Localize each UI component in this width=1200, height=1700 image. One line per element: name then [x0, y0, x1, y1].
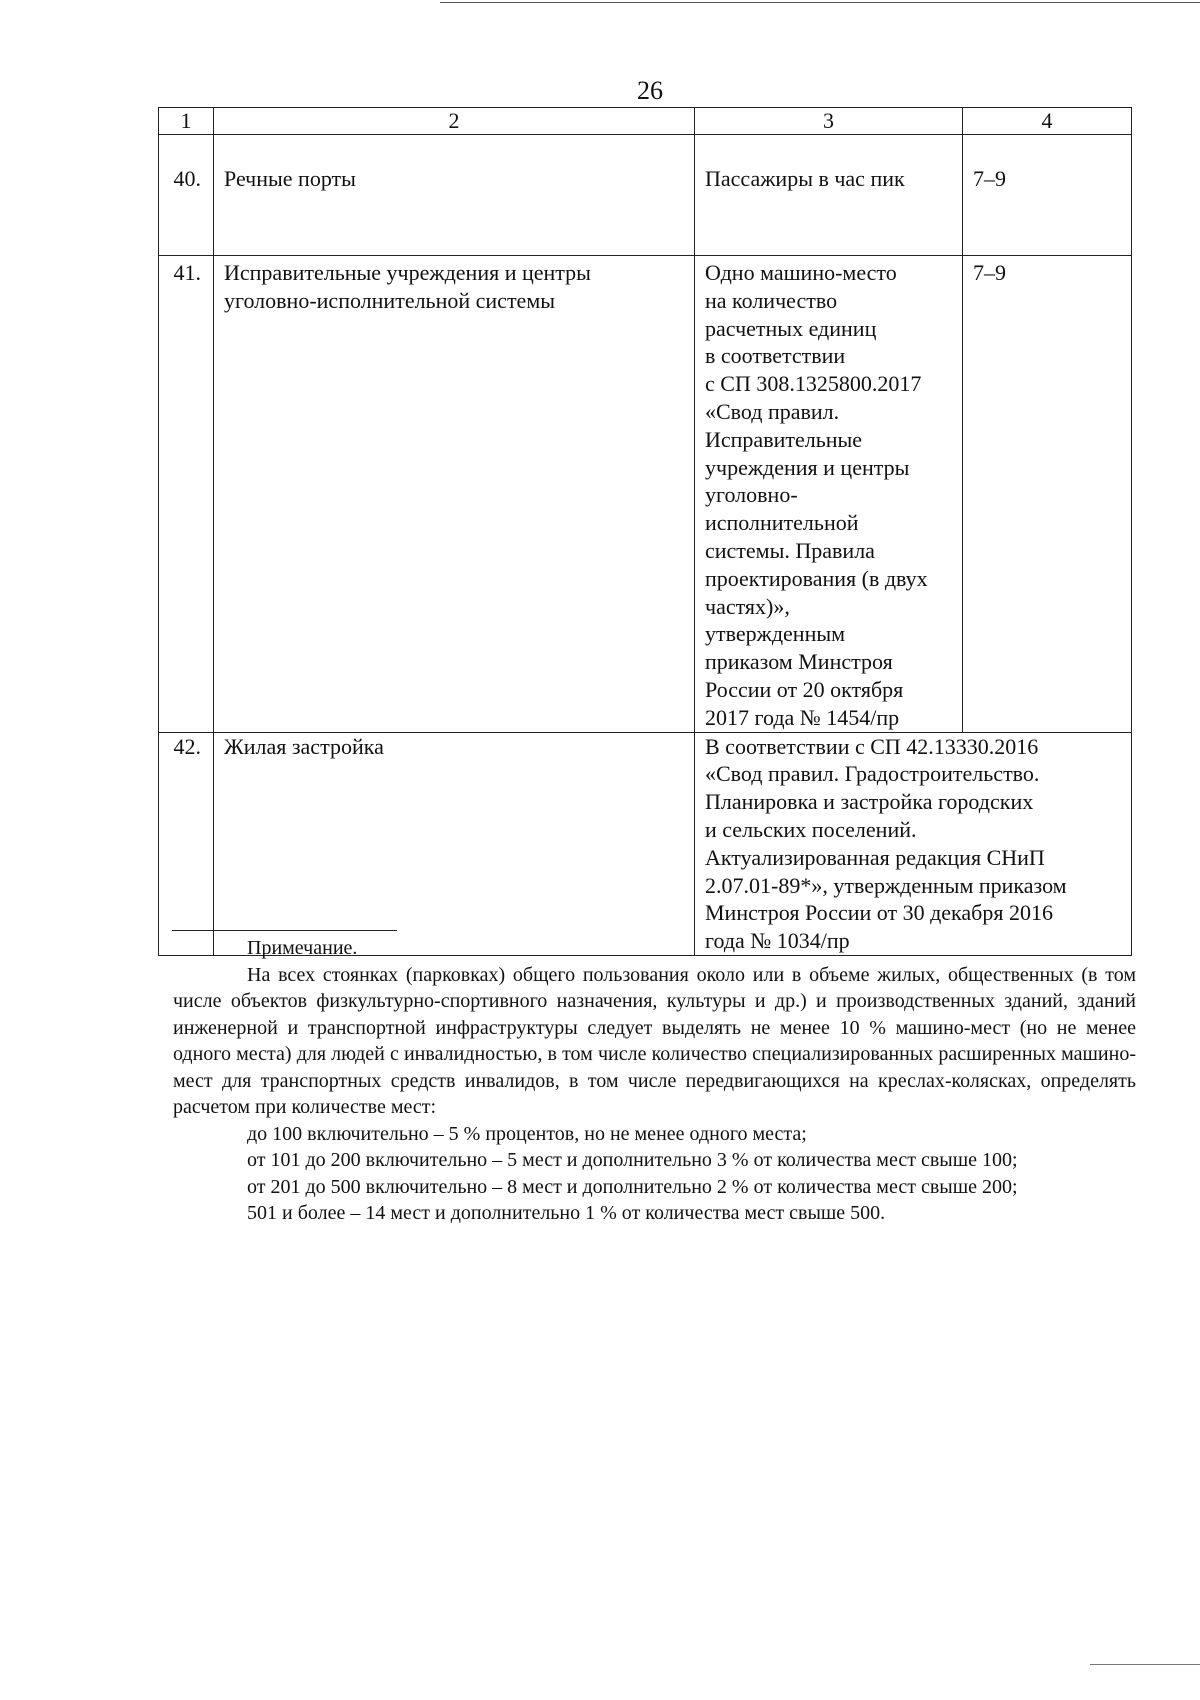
note-paragraph: На всех стоянках (парковках) общего пользования около или в объеме жилых, общественных (в том числе объектов физкультурно-спортивного назначения, культуры и др.) и производственных зданий, зданий инженерной и транспортной инфраструктуры следует выделять не менее 10 % машино-мест (но не менее одного места) для людей с инвалидностью, в том числе количество специализированных расширенных машино-мест для транспортных средств инвалидов, в том числе передвигающихся на креслах-колясках, определять расчетом при количестве мест: [173, 963, 1136, 1118]
note-item: до 100 включительно – 5 % процентов, но не менее одного места; [247, 1122, 807, 1145]
object-name-line: Исправительные учреждения и центры [224, 260, 591, 285]
object-name [214, 256, 695, 733]
unit-line: утвержденным [705, 621, 846, 647]
column-header-3: 3 [695, 108, 963, 135]
unit-line: исполнительной [705, 510, 859, 536]
norm-value: 7–9 [963, 256, 1132, 733]
table-header-row [159, 108, 1132, 135]
object-name: Жилая застройка [214, 732, 695, 955]
unit-line: 2.07.01-89*», утвержденным приказом [705, 872, 1067, 898]
unit-line: «Свод правил. Градостроительство. [705, 761, 1040, 787]
unit-line: учреждения и центры [705, 454, 910, 480]
column-header-4: 4 [963, 108, 1132, 135]
calculation-unit: Пассажиры в час пик [695, 135, 963, 256]
unit-line: «Свод правил. [705, 398, 840, 424]
unit-line: Одно машино-место [705, 260, 897, 285]
bottom-scan-line [1090, 1664, 1200, 1665]
unit-line: с СП 308.1325800.2017 [705, 371, 922, 397]
row-number: 41. [159, 256, 214, 733]
unit-line: 2017 года № 1454/пр [705, 704, 900, 730]
unit-line: Исправительные [705, 426, 863, 452]
note-title: Примечание. [247, 937, 358, 959]
calculation-unit [695, 256, 963, 733]
object-name: Речные порты [214, 135, 695, 256]
footnote-separator [172, 930, 397, 931]
unit-line: уголовно- [705, 482, 798, 508]
row-number: 42. [159, 732, 214, 955]
note-item: от 101 до 200 включительно – 5 мест и дополнительно 3 % от количества мест свыше 100; [247, 1149, 1018, 1171]
column-header-2: 2 [214, 108, 695, 135]
page-number: 26 [637, 76, 663, 105]
unit-line: приказом Минстроя [705, 649, 893, 675]
unit-line: России от 20 октября [705, 676, 904, 702]
top-scan-line [440, 2, 1200, 3]
unit-line: проектирования (в двух [705, 565, 928, 591]
calculation-unit [695, 732, 1132, 955]
unit-line: Минстроя России от 30 декабря 2016 [705, 900, 1053, 926]
unit-line: системы. Правила [705, 537, 875, 563]
unit-line: на количество [705, 287, 838, 313]
column-header-1: 1 [159, 108, 214, 135]
norm-value: 7–9 [963, 135, 1132, 256]
unit-line: В соответствии с СП 42.13330.2016 [705, 733, 1039, 759]
unit-line: расчетных единиц [705, 315, 877, 341]
row-number: 40. [159, 135, 214, 256]
unit-line: в соответствии [705, 343, 846, 369]
unit-line: Актуализированная редакция СНиП [705, 844, 1045, 870]
table-row [159, 732, 1132, 955]
note-section [173, 935, 1136, 1227]
parking-norms-table [158, 107, 1132, 956]
unit-line: Планировка и застройка городских [705, 789, 1034, 815]
object-name-line: уголовно-исполнительной системы [224, 287, 556, 313]
unit-line: и сельских поселений. [705, 816, 917, 842]
unit-line: года № 1034/пр [705, 928, 850, 954]
table-row [159, 135, 1132, 256]
unit-line: частях)», [705, 593, 790, 619]
table-row [159, 256, 1132, 733]
note-item: 501 и более – 14 мест и дополнительно 1 % от количества мест свыше 500. [247, 1202, 886, 1224]
note-item: от 201 до 500 включительно – 8 мест и дополнительно 2 % от количества мест свыше 200; [247, 1175, 1018, 1198]
